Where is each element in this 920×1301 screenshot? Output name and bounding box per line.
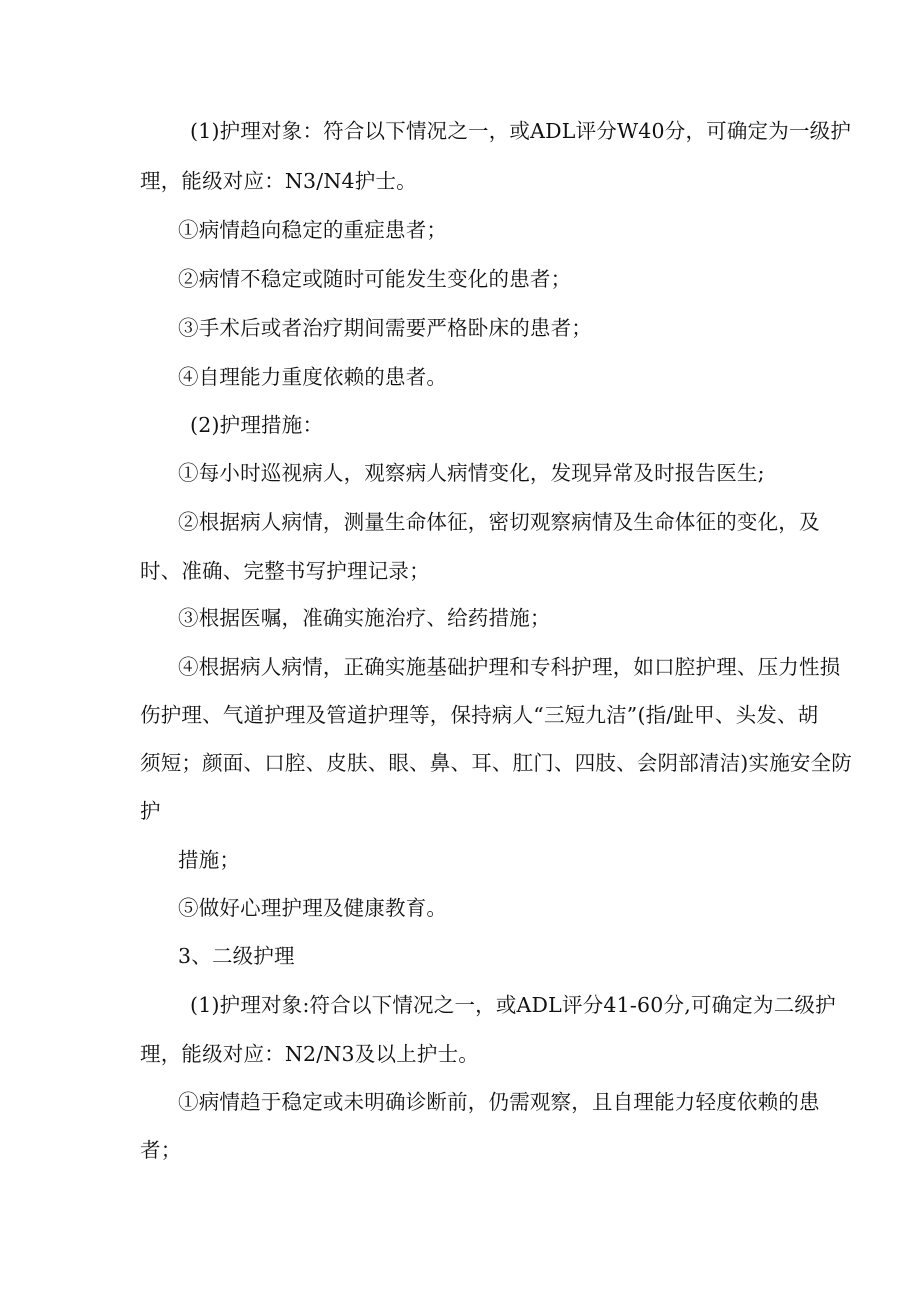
list-item: ①每小时巡视病人，观察病人病情变化，发现异常及时报告医生; bbox=[178, 461, 765, 485]
paragraph-line: 伤护理、气道护理及管道护理等，保持病人“三短九洁”(指/趾甲、头发、胡 bbox=[140, 703, 819, 727]
list-item: ③根据医嘱，准确实施治疗、给药措施； bbox=[178, 606, 551, 630]
list-item: ②病情不稳定或随时可能发生变化的患者； bbox=[178, 267, 572, 291]
paragraph-line: 理，能级对应：N2/N3及以上护士。 bbox=[140, 1042, 479, 1066]
paragraph-line: 措施； bbox=[178, 848, 241, 872]
list-item: ②根据病人病情，测量生命体征，密切观察病情及生命体征的变化，及 bbox=[178, 510, 820, 534]
paragraph-line: 者； bbox=[140, 1138, 182, 1162]
list-item: ①病情趋向稳定的重症患者； bbox=[178, 218, 448, 242]
paragraph-line: 时、准确、完整书写护理记录； bbox=[140, 559, 430, 583]
list-item: ③手术后或者治疗期间需要严格卧床的患者； bbox=[178, 316, 592, 340]
list-item: ⑤做好心理护理及健康教育。 bbox=[178, 896, 448, 920]
list-item: ④自理能力重度依赖的患者。 bbox=[178, 365, 448, 389]
paragraph-line: (1)护理对象:符合以下情况之一，或ADL评分41-60分,可确定为二级护 bbox=[190, 993, 836, 1017]
section-heading: (2)护理措施： bbox=[190, 413, 324, 437]
section-heading: 3、二级护理 bbox=[178, 944, 295, 968]
paragraph-line: 理，能级对应：N3/N4护士。 bbox=[140, 169, 417, 193]
list-item: ①病情趋于稳定或未明确诊断前，仍需观察，且自理能力轻度依赖的患 bbox=[178, 1090, 820, 1114]
paragraph-line: (1)护理对象：符合以下情况之一，或ADL评分W40分，可确定为一级护 bbox=[190, 119, 852, 143]
paragraph-line: 须短；颜面、口腔、皮肤、眼、鼻、耳、肛门、四肢、会阴部清洁)实施安全防 bbox=[140, 751, 852, 775]
list-item: ④根据病人病情，正确实施基础护理和专科护理，如口腔护理、压力性损 bbox=[178, 655, 841, 679]
paragraph-line: 护 bbox=[140, 799, 161, 823]
